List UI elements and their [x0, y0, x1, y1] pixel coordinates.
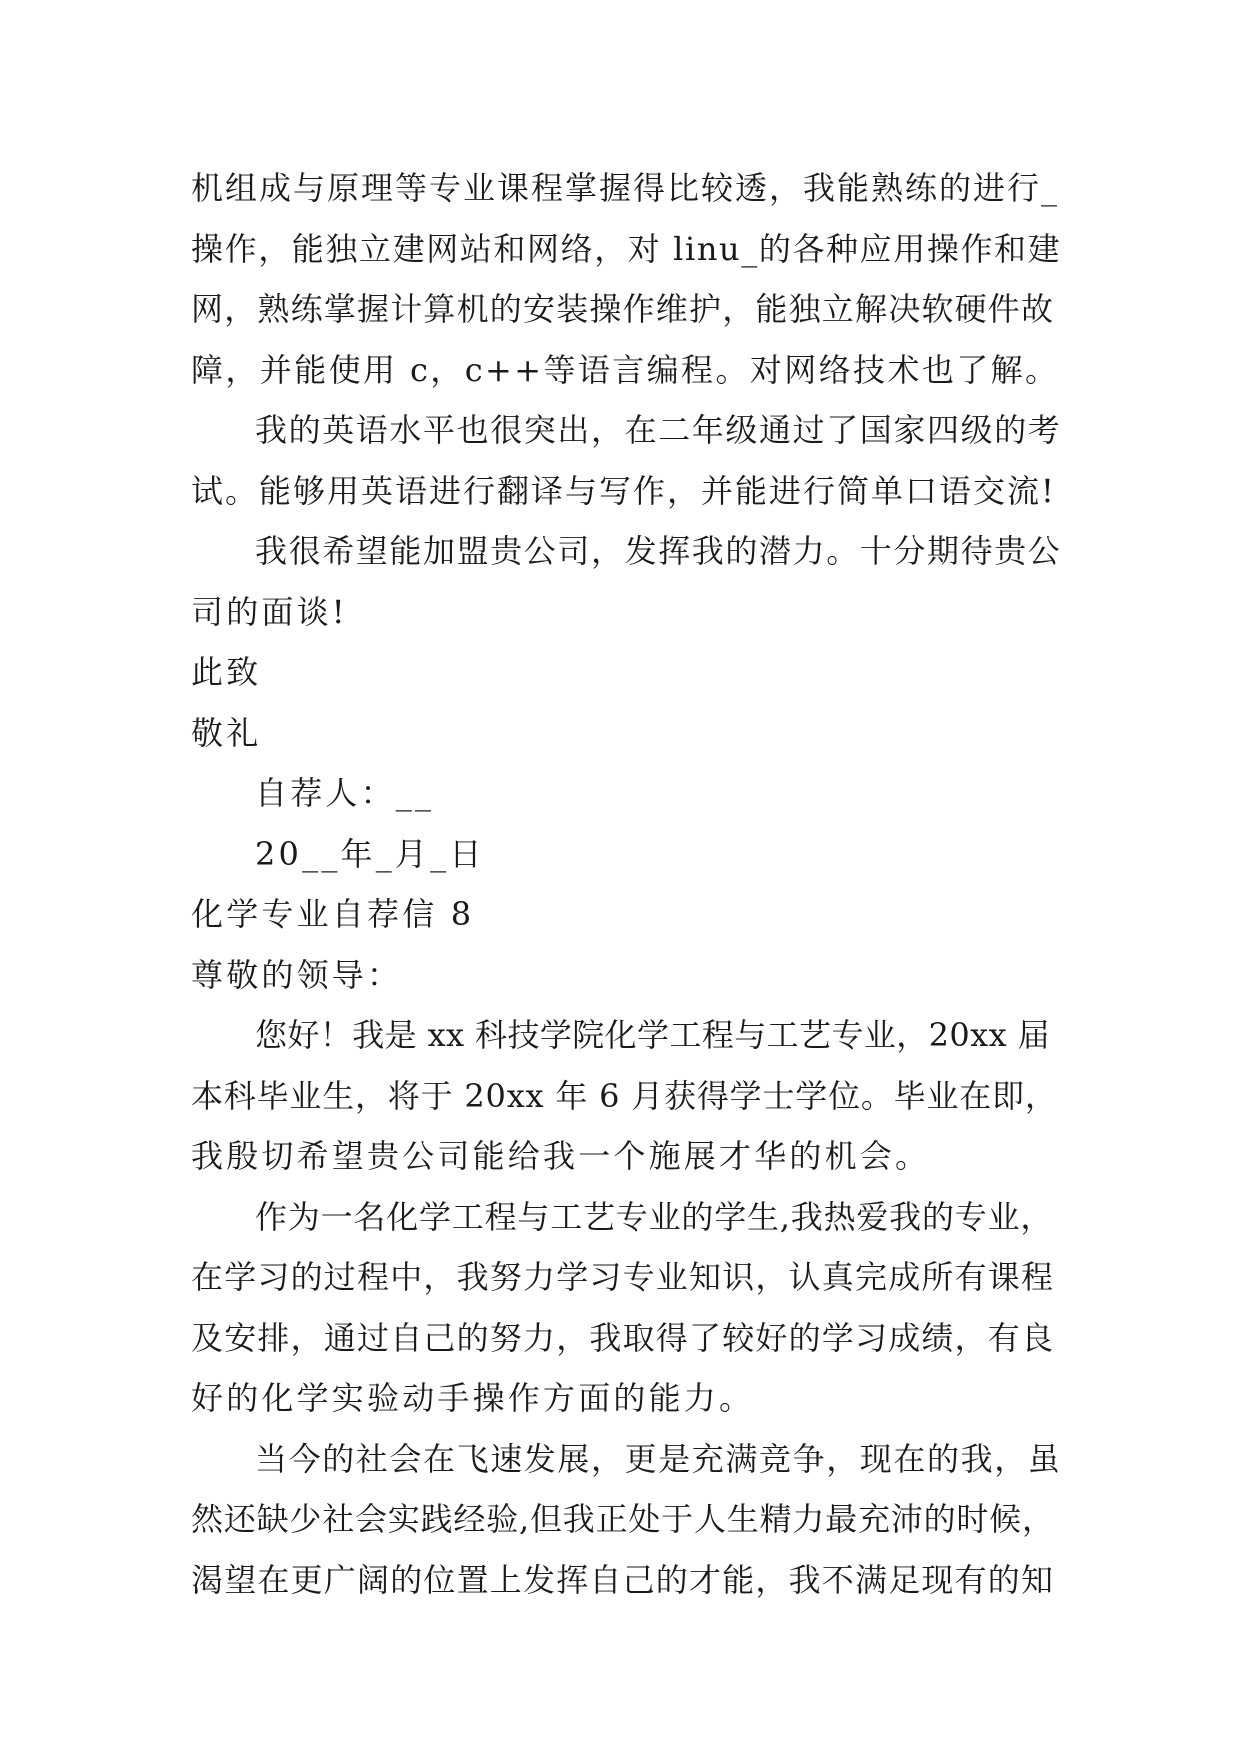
text-line: 您好！我是 xx 科技学院化学工程与工艺专业，20xx 届 [255, 1016, 1051, 1054]
text-line: 我殷切希望贵公司能给我一个施展才华的机会。 [191, 1137, 931, 1175]
text-line: 尊敬的领导： [191, 955, 403, 994]
text-line: 敬礼 [191, 713, 262, 752]
text-line: 此致 [191, 653, 262, 691]
text-line: 网，熟练掌握计算机的安装操作维护，能独立解决软硬件故 [191, 290, 1055, 328]
text-line: 本科毕业生，将于 20xx 年 6 月获得学士学位。毕业在即， [191, 1076, 1058, 1115]
text-line: 化学专业自荐信 8 [191, 895, 475, 933]
text-line: 自荐人：__ [255, 774, 435, 812]
text-line: 我的英语水平也很突出，在二年级通过了国家四级的考 [255, 411, 1062, 449]
text-line: 20__年_月_日 [255, 834, 485, 873]
text-line: 然还缺少社会实践经验,但我正处于人生精力最充沛的时候， [191, 1500, 1055, 1538]
text-line: 司的面谈! [191, 592, 348, 631]
document-body [191, 158, 1061, 1610]
text-line: 障，并能使用 c，c++等语言编程。对网络技术也了解。 [191, 350, 1060, 389]
text-line: 作为一名化学工程与工艺专业的学生,我热爱我的专业， [255, 1197, 1054, 1236]
text-line: 当今的社会在飞速发展，更是充满竞争，现在的我，虽 [255, 1439, 1062, 1478]
text-line: 及安排，通过自己的努力，我取得了较好的学习成绩，有良 [191, 1318, 1055, 1357]
text-line: 在学习的过程中，我努力学习专业知识，认真完成所有课程 [191, 1258, 1055, 1296]
text-line: 渴望在更广阔的位置上发挥自己的才能，我不满足现有的知 [191, 1560, 1055, 1599]
text-line: 机组成与原理等专业课程掌握得比较透，我能熟练的进行_ [191, 169, 1060, 207]
text-line: 试。能够用英语进行翻译与写作，并能进行简单口语交流! [191, 471, 1056, 510]
text-line: 好的化学实验动手操作方面的能力。 [191, 1379, 755, 1417]
text-line: 我很希望能加盟贵公司，发挥我的潜力。十分期待贵公 [255, 532, 1062, 570]
text-line: 操作，能独立建网站和网络，对 linu_的各种应用操作和建 [191, 229, 1062, 268]
